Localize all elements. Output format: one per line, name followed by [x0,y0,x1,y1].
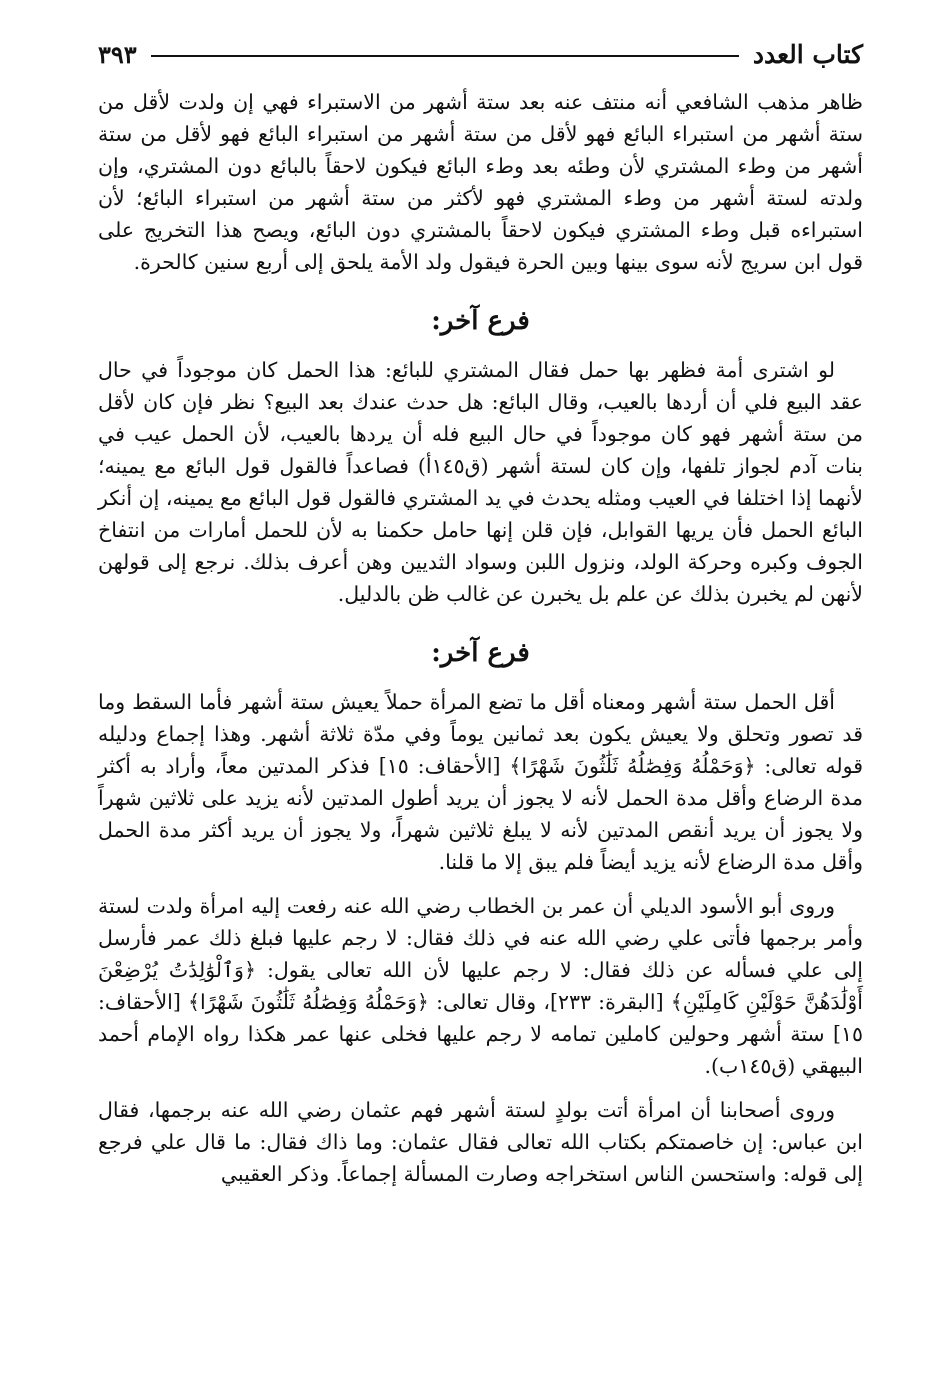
section-2-paragraph-3: وروى أصحابنا أن امرأة أتت بولدٍ لستة أشهر فهم عثمان رضي الله عنه برجمها، فقال ابن عباس: إن خاصمتكم بكتاب الله تعالى فقال عثمان: وما ذاك فقال: ما قال علي فرجع إلى قوله: واستحسن الناس استخراجه وصارت المسألة إجماعاً. وذكر العقيبي [98,1098,863,1186]
header-rule [151,55,739,57]
paragraph-gap [98,878,863,890]
section-2-paragraph-2: وروى أبو الأسود الديلي أن عمر بن الخطاب رضي الله عنه رفعت إليه امرأة ولدت لستة وأمر برجمها فأتى علي رضي الله عنه في ذلك فقال: لا رجم عليها فبلغ ذلك عمر فأرسل إلى علي فسأله عن ذلك فقال: لا رجم عليها لأن الله تعالى يقول: ﴿وَٱلْوَٰلِدَٰتُ يُرْضِعْنَ أَوْلَٰدَهُنَّ حَوْلَيْنِ كَامِلَيْنِ﴾ [البقرة: ٢٣٣]، وقال تعالى: ﴿وَحَمْلُهُ وَفِصَٰلُهُ ثَلَٰثُونَ شَهْرًا﴾ [الأحقاف: ١٥] ستة أشهر وحولين كاملين تمامه لا رجم عليها فخلى عنها عمر هكذا رواه الإمام أحمد البيهقي (ق١٤٥ب). [98,894,863,1078]
paragraph-gap [98,1082,863,1094]
page-body [98,86,863,1190]
section-1-paragraph: لو اشترى أمة فظهر بها حمل فقال المشتري للبائع: هذا الحمل كان موجوداً في حال عقد البيع فلي أن أردها بالعيب، وقال البائع: هل حدث عندك بعد البيع؟ نظر فإن كان لأقل من ستة أشهر فهو كان موجوداً في حال البيع فله أن يردها بالعيب، لأن الحمل عيب في بنات آدم لجواز تلفها، وإن كان لستة أشهر (ق١٤٥أ) فصاعداً فالقول قول البائع مع يمينه؛ لأنهما إذا اختلفا في العيب ومثله يحدث في يد المشتري فالقول قول البائع مع يمينه، إن أنكر البائع الحمل فأن يريها القوابل، فإن قلن إنها حامل حكمنا به لأن للحمل أمارات من انتفاخ الجوف وكبره وحركة الولد، ونزول اللبن وسواد الثديين وهن أعرف بذلك. نرجع إلى قولهن لأنهن لم يخبرن بذلك عن علم بل يخبرن عن غالب ظن بالدليل. [98,358,863,606]
page-number: ٣٩٣ [98,39,137,69]
section-2-paragraph-1: أقل الحمل ستة أشهر ومعناه أقل ما تضع المرأة حملاً يعيش ستة أشهر فأما السقط وما قد تصور وتحلق ولا يعيش يكون بعد ثمانين يوماً وفي مدّة ثلاثة أشهر. وهذا إجماع ودليله قوله تعالى: ﴿وَحَمْلُهُ وَفِصَٰلُهُ ثَلَٰثُونَ شَهْرًا﴾ [الأحقاف: ١٥] فذكر المدتين معاً، وأراد به أكثر مدة الرضاع وأقل مدة الحمل لأنه لا يجوز أن يريد أطول المدتين لأنه يزيد على ثلاثين شهراً ولا يجوز أن يريد أنقص المدتين لأنه لا يبلغ ثلاثين شهراً، ولا يجوز أن يريد أكثر مدة الحمل وأقل مدة الرضاع لأنه يزيد أيضاً فلم يبق إلا ما قلنا. [98,690,864,874]
intro-paragraph: ظاهر مذهب الشافعي أنه منتف عنه بعد ستة أشهر من الاستبراء فهي إن ولدت لأقل من ستة أشهر من استبراء البائع فهو لأقل من ستة أشهر من استبراء البائع فهو لأقل من ستة أشهر من وطء المشتري لأن وطئه بعد وطء البائع فيكون لاحقاً بالبائع دون المشتري، وإن ولدته لستة أشهر من وطء المشتري فهو لأكثر من ستة أشهر من استبراء البائع؛ لأن استبراءه قبل وطء المشتري فيكون لاحقاً بالمشتري دون البائع، ويصح هذا التخريج على قول ابن سريج لأنه سوى بينها وبين الحرة فيقول ولد الأمة يلحق إلى أربع سنين كالحرة. [98,90,863,274]
running-title: كتاب العدد [752,39,863,69]
section-heading-2: فرع آخر: [431,638,530,668]
page-header [98,36,863,72]
section-heading-1: فرع آخر: [431,306,530,336]
